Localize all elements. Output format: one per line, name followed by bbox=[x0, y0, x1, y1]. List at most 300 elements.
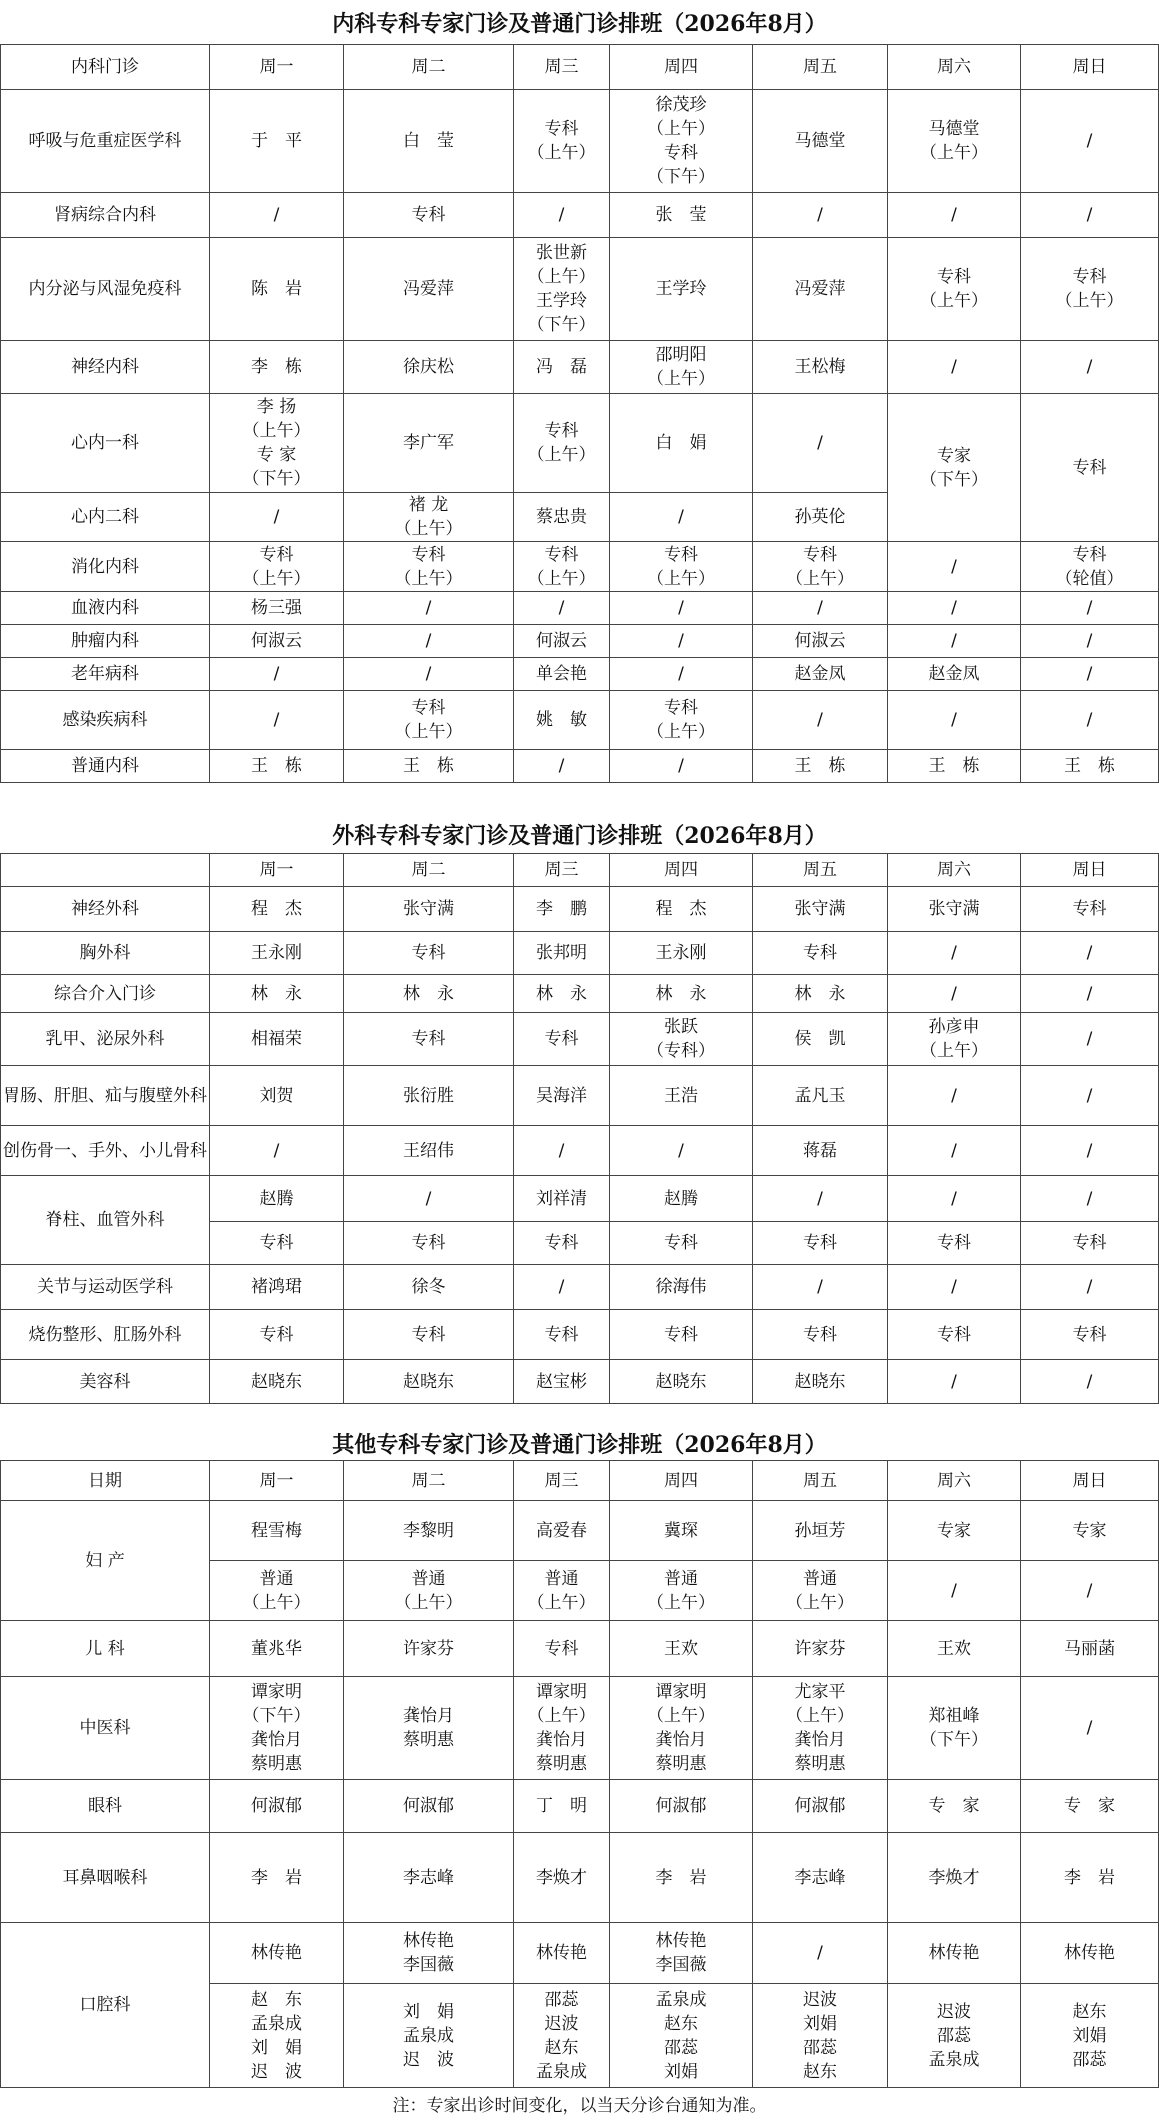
table-row bbox=[1, 625, 1159, 658]
table-row bbox=[1, 90, 1159, 193]
schedule-cell: / bbox=[1021, 193, 1159, 238]
schedule-cell: / bbox=[610, 592, 753, 625]
schedule-cell: / bbox=[344, 658, 514, 691]
schedule-cell: 专科 bbox=[610, 1310, 753, 1360]
schedule-cell: 王欢 bbox=[610, 1621, 753, 1677]
schedule-cell: / bbox=[210, 193, 344, 238]
schedule-cell: 王松梅 bbox=[753, 341, 888, 394]
schedule-cell: 专科 （上午） bbox=[610, 691, 753, 750]
schedule-cell: / bbox=[753, 592, 888, 625]
schedule-cell: 董兆华 bbox=[210, 1621, 344, 1677]
schedule-cell: 专科 （轮值） bbox=[1021, 542, 1159, 592]
schedule-cell: 李 扬 （上午） 专 家 （下午） bbox=[210, 394, 344, 493]
schedule-cell: 张世新 （上午） 王学玲 （下午） bbox=[514, 238, 610, 341]
schedule-cell: 李广军 bbox=[344, 394, 514, 493]
day-header: 周六 bbox=[888, 854, 1021, 887]
schedule-cell: / bbox=[1021, 658, 1159, 691]
schedule-cell: 李 岩 bbox=[610, 1833, 753, 1923]
dept-name: 肿瘤内科 bbox=[1, 625, 210, 658]
schedule-cell: 冯爱萍 bbox=[753, 238, 888, 341]
schedule-cell: / bbox=[344, 592, 514, 625]
schedule-cell: 林传艳 bbox=[888, 1923, 1021, 1984]
schedule-cell: 孟凡玉 bbox=[753, 1066, 888, 1126]
day-header: 周四 bbox=[610, 854, 753, 887]
schedule-cell: / bbox=[210, 493, 344, 542]
dept-name: 内分泌与风湿免疫科 bbox=[1, 238, 210, 341]
day-header: 周一 bbox=[210, 854, 344, 887]
schedule-cell: 专科 （上午） bbox=[753, 542, 888, 592]
schedule-cell: 陈 岩 bbox=[210, 238, 344, 341]
schedule-cell: 专科 bbox=[1021, 1310, 1159, 1360]
schedule-cell: / bbox=[1021, 625, 1159, 658]
day-header: 周一 bbox=[210, 1461, 344, 1501]
dept-name: 肾病综合内科 bbox=[1, 193, 210, 238]
dept-name: 美容科 bbox=[1, 1360, 210, 1404]
schedule-cell: / bbox=[888, 193, 1021, 238]
schedule-cell: 李志峰 bbox=[753, 1833, 888, 1923]
schedule-cell: 王永刚 bbox=[210, 932, 344, 975]
schedule-cell: / bbox=[1021, 592, 1159, 625]
schedule-cell: 孙彦申 （上午） bbox=[888, 1013, 1021, 1066]
schedule-cell: / bbox=[514, 1265, 610, 1310]
schedule-cell: 于 平 bbox=[210, 90, 344, 193]
corner-cell: 内科门诊 bbox=[1, 45, 210, 90]
schedule-cell: 赵腾 bbox=[210, 1176, 344, 1222]
schedule-cell: 何淑云 bbox=[753, 625, 888, 658]
other-table bbox=[0, 1460, 1159, 2088]
day-header: 周二 bbox=[344, 45, 514, 90]
schedule-cell: 张 莹 bbox=[610, 193, 753, 238]
day-header: 周六 bbox=[888, 45, 1021, 90]
schedule-cell: 专科 bbox=[753, 1310, 888, 1360]
table-row bbox=[1, 193, 1159, 238]
schedule-cell: 赵晓东 bbox=[753, 1360, 888, 1404]
surgery-header-row bbox=[1, 854, 1159, 887]
schedule-cell: 专科 bbox=[344, 1013, 514, 1066]
table-row bbox=[1, 975, 1159, 1013]
schedule-cell: 尤家平 （上午） 龚怡月 蔡明惠 bbox=[753, 1677, 888, 1780]
day-header: 周日 bbox=[1021, 45, 1159, 90]
dept-name: 感染疾病科 bbox=[1, 691, 210, 750]
schedule-cell: 孟泉成 赵东 邵蕊 刘娟 bbox=[610, 1984, 753, 2088]
dept-name: 乳甲、泌尿外科 bbox=[1, 1013, 210, 1066]
schedule-cell: 高爱春 bbox=[514, 1501, 610, 1561]
day-header: 周五 bbox=[753, 45, 888, 90]
day-header: 周二 bbox=[344, 1461, 514, 1501]
schedule-cell: 王 栋 bbox=[344, 750, 514, 783]
dept-name: 综合介入门诊 bbox=[1, 975, 210, 1013]
table-row bbox=[1, 1360, 1159, 1404]
schedule-cell: / bbox=[210, 1126, 344, 1176]
schedule-cell: / bbox=[888, 932, 1021, 975]
schedule-cell: / bbox=[888, 1176, 1021, 1222]
day-header: 周三 bbox=[514, 1461, 610, 1501]
schedule-cell: 林 永 bbox=[514, 975, 610, 1013]
dept-name: 烧伤整形、肛肠外科 bbox=[1, 1310, 210, 1360]
schedule-cell: / bbox=[753, 394, 888, 493]
internal-header-row bbox=[1, 45, 1159, 90]
schedule-cell: 林 永 bbox=[753, 975, 888, 1013]
schedule-cell: 单会艳 bbox=[514, 658, 610, 691]
table-row bbox=[1, 932, 1159, 975]
day-header: 周六 bbox=[888, 1461, 1021, 1501]
table-row bbox=[1, 592, 1159, 625]
dept-name: 眼科 bbox=[1, 1780, 210, 1833]
day-header: 周二 bbox=[344, 854, 514, 887]
table-row bbox=[1, 750, 1159, 783]
schedule-cell: 郑祖峰 （下午） bbox=[888, 1677, 1021, 1780]
corner-cell: 日期 bbox=[1, 1461, 210, 1501]
day-header: 周四 bbox=[610, 1461, 753, 1501]
schedule-cell: 孙垣芳 bbox=[753, 1501, 888, 1561]
schedule-cell: 褚 龙 （上午） bbox=[344, 493, 514, 542]
schedule-cell: 林传艳 bbox=[1021, 1923, 1159, 1984]
dept-name: 普通内科 bbox=[1, 750, 210, 783]
day-header: 周一 bbox=[210, 45, 344, 90]
dept-name: 关节与运动医学科 bbox=[1, 1265, 210, 1310]
schedule-cell: 专科 bbox=[610, 1222, 753, 1265]
schedule-cell: 专科 （上午） bbox=[210, 542, 344, 592]
dept-name: 胸外科 bbox=[1, 932, 210, 975]
day-header: 周四 bbox=[610, 45, 753, 90]
table-row bbox=[1, 1066, 1159, 1126]
schedule-cell: 专科 bbox=[1021, 887, 1159, 932]
dept-name: 老年病科 bbox=[1, 658, 210, 691]
schedule-cell: 蔡忠贵 bbox=[514, 493, 610, 542]
schedule-cell: 李 鹏 bbox=[514, 887, 610, 932]
schedule-cell: 林传艳 李国薇 bbox=[610, 1923, 753, 1984]
schedule-cell: 程 杰 bbox=[210, 887, 344, 932]
day-header: 周日 bbox=[1021, 854, 1159, 887]
surgery-title: 外科专科专家门诊及普通门诊排班（2026年8月） bbox=[332, 823, 827, 849]
schedule-cell: 张衍胜 bbox=[344, 1066, 514, 1126]
schedule-cell: 杨三强 bbox=[210, 592, 344, 625]
schedule-cell: 何淑郁 bbox=[344, 1780, 514, 1833]
schedule-cell: 专科 （上午） bbox=[888, 238, 1021, 341]
schedule-cell: 许家芬 bbox=[344, 1621, 514, 1677]
schedule-cell: 张邦明 bbox=[514, 932, 610, 975]
schedule-cell: / bbox=[753, 691, 888, 750]
schedule-cell: 赵晓东 bbox=[344, 1360, 514, 1404]
schedule-cell: 徐庆松 bbox=[344, 341, 514, 394]
schedule-cell: 张守满 bbox=[344, 887, 514, 932]
schedule-cell: 张守满 bbox=[888, 887, 1021, 932]
table-row bbox=[1, 238, 1159, 341]
day-header: 周日 bbox=[1021, 1461, 1159, 1501]
dept-name: 消化内科 bbox=[1, 542, 210, 592]
schedule-cell: / bbox=[1021, 1066, 1159, 1126]
schedule-cell: 谭家明 （上午） 龚怡月 蔡明惠 bbox=[514, 1677, 610, 1780]
schedule-cell: / bbox=[888, 691, 1021, 750]
schedule-cell: 谭家明 （下午） 龚怡月 蔡明惠 bbox=[210, 1677, 344, 1780]
schedule-cell: 程 杰 bbox=[610, 887, 753, 932]
schedule-cell: 刘 娟 孟泉成 迟 波 bbox=[344, 1984, 514, 2088]
merged-sun-cell: 专科 bbox=[1021, 394, 1159, 542]
table-row bbox=[1, 1176, 1159, 1222]
schedule-cell: 专科 bbox=[344, 932, 514, 975]
schedule-cell: 赵晓东 bbox=[610, 1360, 753, 1404]
schedule-cell: / bbox=[1021, 1126, 1159, 1176]
schedule-cell: 赵腾 bbox=[610, 1176, 753, 1222]
schedule-cell: 普通 （上午） bbox=[753, 1561, 888, 1621]
schedule-cell: / bbox=[514, 750, 610, 783]
schedule-cell: 专科 bbox=[210, 1222, 344, 1265]
schedule-cell: 专科 bbox=[888, 1310, 1021, 1360]
schedule-cell: 王绍伟 bbox=[344, 1126, 514, 1176]
schedule-cell: 专科 （上午） bbox=[514, 90, 610, 193]
schedule-cell: 王浩 bbox=[610, 1066, 753, 1126]
schedule-cell: 徐茂珍 （上午） 专科 （下午） bbox=[610, 90, 753, 193]
schedule-cell: / bbox=[514, 592, 610, 625]
schedule-cell: / bbox=[888, 341, 1021, 394]
schedule-cell: 龚怡月 蔡明惠 bbox=[344, 1677, 514, 1780]
schedule-cell: 专家 bbox=[888, 1501, 1021, 1561]
schedule-cell: 专科 （上午） bbox=[610, 542, 753, 592]
schedule-cell: / bbox=[514, 193, 610, 238]
schedule-cell: 孙英伦 bbox=[753, 493, 888, 542]
section-gap bbox=[0, 1404, 1159, 1426]
section-gap bbox=[0, 783, 1159, 815]
schedule-cell: 赵金凤 bbox=[753, 658, 888, 691]
schedule-cell: 专科 bbox=[210, 1310, 344, 1360]
schedule-cell: 赵金凤 bbox=[888, 658, 1021, 691]
schedule-cell: 普通 （上午） bbox=[610, 1561, 753, 1621]
schedule-cell: 专科 （上午） bbox=[344, 542, 514, 592]
schedule-cell: 马德堂 （上午） bbox=[888, 90, 1021, 193]
schedule-cell: 王 栋 bbox=[753, 750, 888, 783]
schedule-cell: 刘祥清 bbox=[514, 1176, 610, 1222]
schedule-cell: / bbox=[514, 1126, 610, 1176]
schedule-cell: / bbox=[344, 625, 514, 658]
day-header: 周五 bbox=[753, 854, 888, 887]
table-row bbox=[1, 887, 1159, 932]
table-row bbox=[1, 1621, 1159, 1677]
schedule-cell: 专科 bbox=[344, 193, 514, 238]
schedule-cell: / bbox=[1021, 1013, 1159, 1066]
schedule-cell: 冯 磊 bbox=[514, 341, 610, 394]
dept-name: 妇 产 bbox=[1, 1501, 210, 1621]
schedule-cell: 普通 （上午） bbox=[344, 1561, 514, 1621]
schedule-cell: / bbox=[888, 1265, 1021, 1310]
schedule-cell: 赵晓东 bbox=[210, 1360, 344, 1404]
dept-name: 创伤骨一、手外、小儿骨科 bbox=[1, 1126, 210, 1176]
table-row bbox=[1, 1780, 1159, 1833]
schedule-cell: 王学玲 bbox=[610, 238, 753, 341]
schedule-cell: 专科 （上午） bbox=[1021, 238, 1159, 341]
schedule-cell: 林传艳 bbox=[514, 1923, 610, 1984]
other-title: 其他专科专家门诊及普通门诊排班（2026年8月） bbox=[332, 1432, 827, 1458]
schedule-cell: / bbox=[210, 691, 344, 750]
schedule-cell: 王 栋 bbox=[1021, 750, 1159, 783]
dept-name: 胃肠、肝胆、疝与腹壁外科 bbox=[1, 1066, 210, 1126]
schedule-cell: 何淑云 bbox=[210, 625, 344, 658]
schedule-cell: / bbox=[1021, 975, 1159, 1013]
schedule-cell: / bbox=[753, 193, 888, 238]
schedule-cell: 许家芬 bbox=[753, 1621, 888, 1677]
schedule-cell: 丁 明 bbox=[514, 1780, 610, 1833]
schedule-cell: / bbox=[888, 625, 1021, 658]
day-header: 周三 bbox=[514, 854, 610, 887]
schedule-cell: / bbox=[888, 592, 1021, 625]
schedule-cell: / bbox=[1021, 90, 1159, 193]
schedule-cell: 徐海伟 bbox=[610, 1265, 753, 1310]
schedule-cell: 专科 （上午） bbox=[514, 394, 610, 493]
schedule-cell: 专科 bbox=[753, 932, 888, 975]
schedule-cell: 谭家明 （上午） 龚怡月 蔡明惠 bbox=[610, 1677, 753, 1780]
schedule-cell: / bbox=[888, 1561, 1021, 1621]
schedule-cell: 刘贺 bbox=[210, 1066, 344, 1126]
dept-name: 血液内科 bbox=[1, 592, 210, 625]
table-row bbox=[1, 1265, 1159, 1310]
dept-name: 神经内科 bbox=[1, 341, 210, 394]
schedule-cell: 程雪梅 bbox=[210, 1501, 344, 1561]
schedule-cell: / bbox=[753, 1923, 888, 1984]
schedule-cell: 林 永 bbox=[210, 975, 344, 1013]
schedule-cell: 王 栋 bbox=[888, 750, 1021, 783]
schedule-cell: 李焕才 bbox=[888, 1833, 1021, 1923]
table-row bbox=[1, 1013, 1159, 1066]
schedule-cell: 李黎明 bbox=[344, 1501, 514, 1561]
schedule-cell: 何淑郁 bbox=[753, 1780, 888, 1833]
table-row bbox=[1, 1310, 1159, 1360]
schedule-cell: 林传艳 李国薇 bbox=[344, 1923, 514, 1984]
schedule-cell: / bbox=[610, 625, 753, 658]
schedule-cell: / bbox=[1021, 1561, 1159, 1621]
dept-name: 心内二科 bbox=[1, 493, 210, 542]
schedule-cell: / bbox=[888, 542, 1021, 592]
dept-name: 中医科 bbox=[1, 1677, 210, 1780]
schedule-cell: 专科 bbox=[514, 1621, 610, 1677]
schedule-cell: / bbox=[753, 1176, 888, 1222]
schedule-cell: 白 娟 bbox=[610, 394, 753, 493]
schedule-cell: / bbox=[1021, 1265, 1159, 1310]
schedule-cell: 专 家 bbox=[888, 1780, 1021, 1833]
merged-sat-cell: 专家 （下午） bbox=[888, 394, 1021, 542]
footer-note: 注：专家出诊时间变化，以当天分诊台通知为准。 bbox=[392, 2096, 767, 2116]
schedule-cell: / bbox=[1021, 1677, 1159, 1780]
table-row bbox=[1, 691, 1159, 750]
schedule-cell: 马德堂 bbox=[753, 90, 888, 193]
table-row bbox=[1, 1126, 1159, 1176]
schedule-cell: / bbox=[344, 1176, 514, 1222]
schedule-cell: / bbox=[610, 658, 753, 691]
schedule-cell: 相福荣 bbox=[210, 1013, 344, 1066]
schedule-cell: 赵宝彬 bbox=[514, 1360, 610, 1404]
schedule-cell: / bbox=[1021, 932, 1159, 975]
table-row bbox=[1, 658, 1159, 691]
dept-name: 脊柱、血管外科 bbox=[1, 1176, 210, 1265]
table-row bbox=[1, 1833, 1159, 1923]
schedule-cell: 李 岩 bbox=[1021, 1833, 1159, 1923]
schedule-cell: 何淑郁 bbox=[610, 1780, 753, 1833]
schedule-cell: 专科 （上午） bbox=[514, 542, 610, 592]
schedule-cell: 李志峰 bbox=[344, 1833, 514, 1923]
day-header: 周三 bbox=[514, 45, 610, 90]
schedule-cell: 王欢 bbox=[888, 1621, 1021, 1677]
schedule-cell: 李 岩 bbox=[210, 1833, 344, 1923]
schedule-cell: 专科 bbox=[1021, 1222, 1159, 1265]
schedule-cell: / bbox=[888, 1126, 1021, 1176]
schedule-cell: 专家 bbox=[1021, 1501, 1159, 1561]
schedule-cell: 专科 bbox=[514, 1310, 610, 1360]
schedule-cell: 迟波 邵蕊 孟泉成 bbox=[888, 1984, 1021, 2088]
dept-name: 口腔科 bbox=[1, 1923, 210, 2088]
schedule-cell: 王永刚 bbox=[610, 932, 753, 975]
schedule-cell: 何淑郁 bbox=[210, 1780, 344, 1833]
schedule-cell: 专科 bbox=[344, 1222, 514, 1265]
schedule-cell: 专 家 bbox=[1021, 1780, 1159, 1833]
schedule-cell: 王 栋 bbox=[210, 750, 344, 783]
schedule-cell: 迟波 刘娟 邵蕊 赵东 bbox=[753, 1984, 888, 2088]
schedule-cell: 冀琛 bbox=[610, 1501, 753, 1561]
schedule-cell: / bbox=[888, 975, 1021, 1013]
schedule-cell: 张守满 bbox=[753, 887, 888, 932]
schedule-cell: 专科 bbox=[514, 1222, 610, 1265]
table-row bbox=[1, 1677, 1159, 1780]
table-row bbox=[1, 1501, 1159, 1561]
schedule-cell: 姚 敏 bbox=[514, 691, 610, 750]
schedule-cell: / bbox=[1021, 1360, 1159, 1404]
dept-name: 心内一科 bbox=[1, 394, 210, 493]
schedule-cell: 普通 （上午） bbox=[514, 1561, 610, 1621]
schedule-cell: / bbox=[1021, 691, 1159, 750]
day-header: 周五 bbox=[753, 1461, 888, 1501]
table-row bbox=[1, 394, 1159, 493]
table-row bbox=[1, 1923, 1159, 1984]
schedule-cell: 徐冬 bbox=[344, 1265, 514, 1310]
schedule-cell: / bbox=[888, 1360, 1021, 1404]
table-row bbox=[1, 341, 1159, 394]
schedule-cell: 吴海洋 bbox=[514, 1066, 610, 1126]
schedule-cell: 马丽菡 bbox=[1021, 1621, 1159, 1677]
schedule-cell: 专科 bbox=[514, 1013, 610, 1066]
dept-name: 呼吸与危重症医学科 bbox=[1, 90, 210, 193]
corner-cell bbox=[1, 854, 210, 887]
schedule-cell: 林 永 bbox=[344, 975, 514, 1013]
schedule-cell: / bbox=[610, 750, 753, 783]
schedule-cell: 李 栋 bbox=[210, 341, 344, 394]
schedule-cell: 赵东 刘娟 邵蕊 bbox=[1021, 1984, 1159, 2088]
table-row bbox=[1, 542, 1159, 592]
schedule-cell: 蒋磊 bbox=[753, 1126, 888, 1176]
schedule-cell: 专科 bbox=[753, 1222, 888, 1265]
schedule-cell: 普通 （上午） bbox=[210, 1561, 344, 1621]
dept-name: 儿 科 bbox=[1, 1621, 210, 1677]
other-header-row bbox=[1, 1461, 1159, 1501]
schedule-cell: 专科 bbox=[888, 1222, 1021, 1265]
schedule-cell: / bbox=[1021, 1176, 1159, 1222]
schedule-cell: 冯爱萍 bbox=[344, 238, 514, 341]
schedule-cell: 赵 东 孟泉成 刘 娟 迟 波 bbox=[210, 1984, 344, 2088]
schedule-cell: 白 莹 bbox=[344, 90, 514, 193]
schedule-cell: / bbox=[610, 1126, 753, 1176]
schedule-cell: 专科 （上午） bbox=[344, 691, 514, 750]
dept-name: 耳鼻咽喉科 bbox=[1, 1833, 210, 1923]
schedule-cell: 侯 凯 bbox=[753, 1013, 888, 1066]
schedule-cell: / bbox=[888, 1066, 1021, 1126]
internal-title: 内科专科专家门诊及普通门诊排班（2026年8月） bbox=[332, 11, 827, 37]
schedule-cell: 李焕才 bbox=[514, 1833, 610, 1923]
dept-name: 神经外科 bbox=[1, 887, 210, 932]
schedule-cell: 林 永 bbox=[610, 975, 753, 1013]
internal-table bbox=[0, 44, 1159, 783]
schedule-cell: / bbox=[210, 658, 344, 691]
surgery-table bbox=[0, 853, 1159, 1404]
schedule-cell: 林传艳 bbox=[210, 1923, 344, 1984]
schedule-cell: 邵蕊 迟波 赵东 孟泉成 bbox=[514, 1984, 610, 2088]
schedule-cell: 褚鸿珺 bbox=[210, 1265, 344, 1310]
schedule-cell: / bbox=[753, 1265, 888, 1310]
